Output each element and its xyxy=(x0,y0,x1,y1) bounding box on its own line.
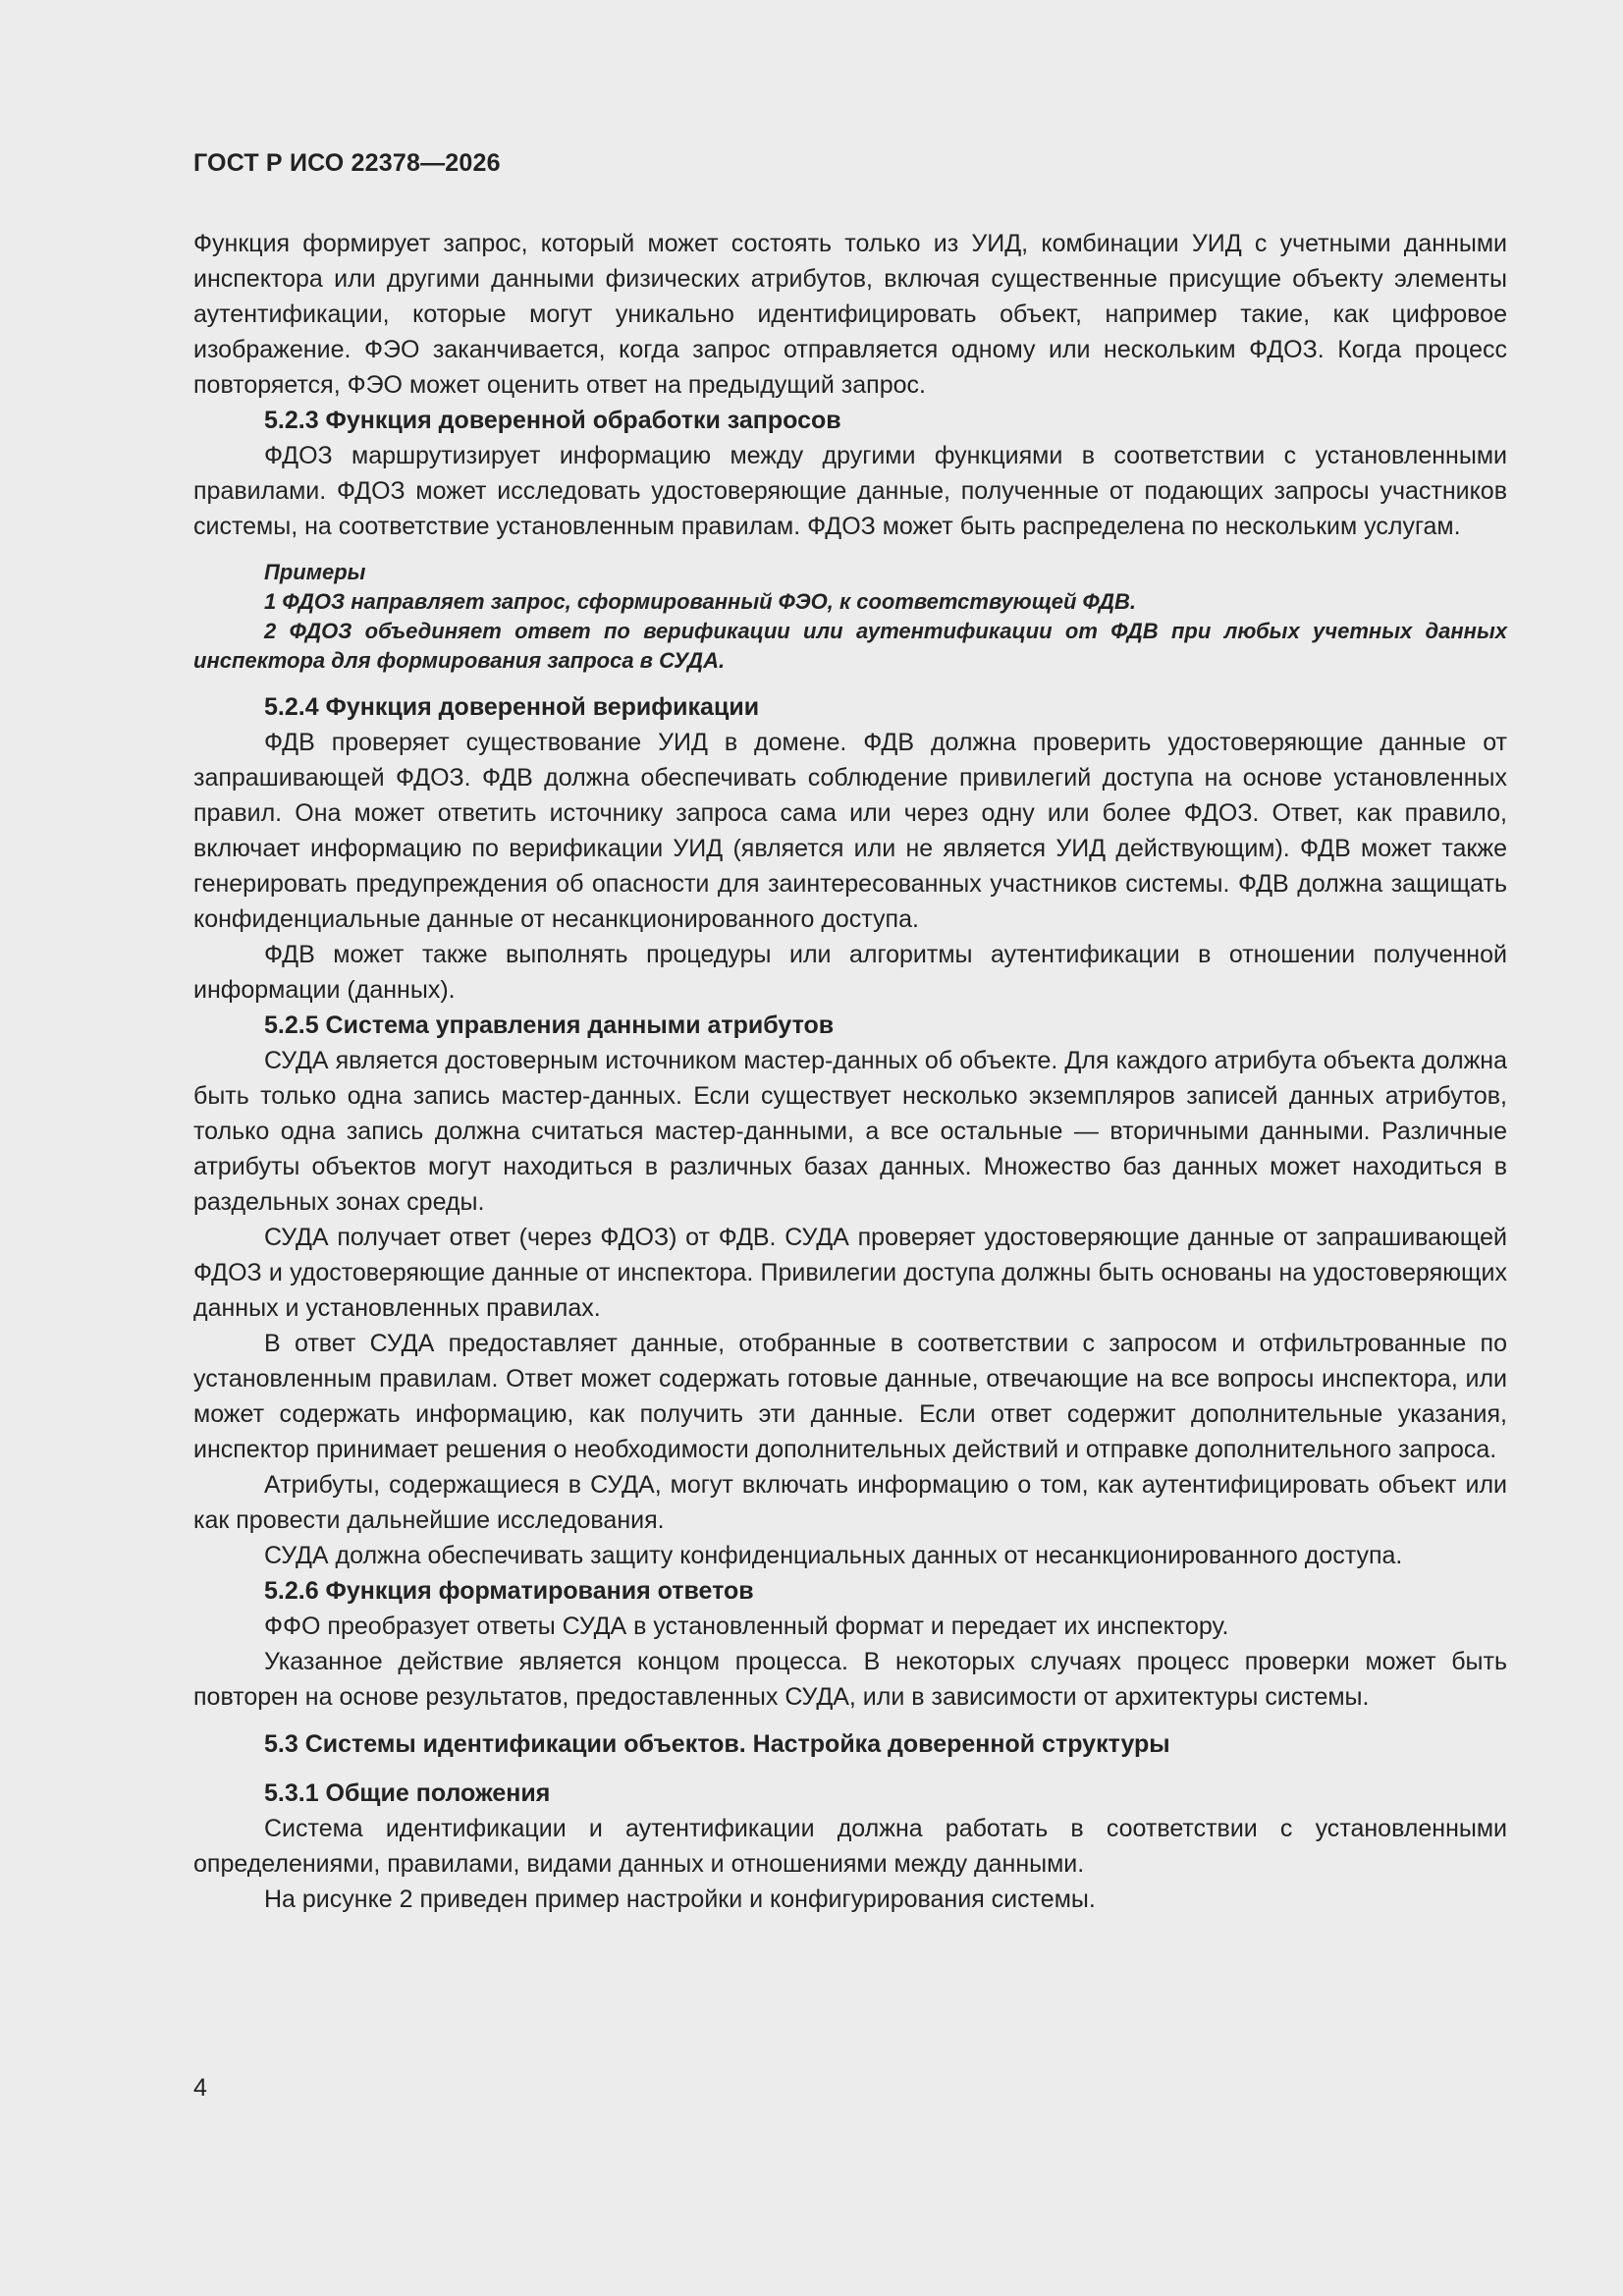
section-5-2-4-heading: 5.2.4 Функция доверенной верификации xyxy=(264,693,760,721)
section-5-2-5-paragraph-4: Атрибуты, содержащиеся в СУДА, могут включать информацию о том, как аутентифицировать объект или как провести дальнейшие исследования. xyxy=(193,1471,1507,1534)
section-5-3-1-paragraph-1: Система идентификации и аутентификации должна работать в соответствии с установленными определениями, правилами, видами данных и отношениями между данными. xyxy=(193,1815,1507,1878)
intro-paragraph: Функция формирует запрос, который может состоять только из УИД, комбинации УИД с учетными данными инспектора или другими данными физических атрибутов, включая существенные присущие объекту элементы аутентификации, которые могут уникально идентифицировать объект, например такие, как цифровое изображение. ФЭО заканчивается, когда запрос отправляется одному или нескольким ФДОЗ. Когда процесс повторяется, ФЭО может оценить ответ на предыдущий запрос. xyxy=(193,230,1507,399)
section-5-2-4-paragraph-2: ФДВ может также выполнять процедуры или алгоритмы аутентификации в отношении полученной информации (данных). xyxy=(193,941,1507,1004)
section-5-3-1-paragraph-2: На рисунке 2 приведен пример настройки и конфигурирования системы. xyxy=(264,1886,1096,1913)
example-2: 2 ФДОЗ объединяет ответ по верификации или аутентификации от ФДВ при любых учетных данных инспектора для формирования запроса в СУДА. xyxy=(193,619,1507,673)
section-5-2-3-paragraph: ФДОЗ маршрутизирует информацию между другими функциями в соответствии с установленными правилами. ФДОЗ может исследовать удостоверяющие данные, полученные от подающих запросы участников системы, на соответствие установленным правилам. ФДОЗ может быть распределена по нескольким услугам. xyxy=(193,442,1507,540)
examples-block xyxy=(193,558,1507,676)
section-5-2-5-paragraph-3: В ответ СУДА предоставляет данные, отобранные в соответствии с запросом и отфильтрованные по установленным правилам. Ответ может содержать готовые данные, отвечающие на все вопросы инспектора, или может содержать информацию, как получить эти данные. Если ответ содержит дополнительные указания, инспектор принимает решения о необходимости дополнительных действий и отправке дополнительного запроса. xyxy=(193,1330,1507,1463)
section-5-2-5-paragraph-2: СУДА получает ответ (через ФДОЗ) от ФДВ. СУДА проверяет удостоверяющие данные от запрашивающей ФДОЗ и удостоверяющие данные от инспектора. Привилегии доступа должны быть основаны на удостоверяющих данных и установленных правилах. xyxy=(193,1224,1507,1322)
section-5-2-5-paragraph-1: СУДА является достоверным источником мастер-данных об объекте. Для каждого атрибута объекта должна быть только одна запись мастер-данных. Если существует несколько экземпляров записей данных атрибутов, только одна запись должна считаться мастер-данными, а все остальные — вторичными данными. Различные атрибуты объектов могут находиться в различных базах данных. Множество баз данных может находиться в раздельных зонах среды. xyxy=(193,1047,1507,1216)
document-body xyxy=(193,226,1507,1917)
examples-title: Примеры xyxy=(264,560,366,584)
section-5-2-5-heading: 5.2.5 Система управления данными атрибутов xyxy=(264,1011,835,1039)
section-5-2-3-heading: 5.2.3 Функция доверенной обработки запросов xyxy=(264,407,841,434)
section-5-2-6-heading: 5.2.6 Функция форматирования ответов xyxy=(264,1577,754,1605)
section-5-3-1-heading: 5.3.1 Общие положения xyxy=(264,1779,551,1807)
section-5-3-heading: 5.3 Системы идентификации объектов. Настройка доверенной структуры xyxy=(264,1730,1170,1758)
document-header: ГОСТ Р ИСО 22378—2026 xyxy=(193,149,501,177)
section-5-2-6-paragraph-2: Указанное действие является концом процесса. В некоторых случаях процесс проверки может быть повторен на основе результатов, предоставленных СУДА, или в зависимости от архитектуры системы. xyxy=(193,1648,1507,1711)
page-number: 4 xyxy=(193,2074,207,2102)
example-1: 1 ФДОЗ направляет запрос, сформированный ФЭО, к соответствующей ФДВ. xyxy=(264,589,1137,614)
section-5-2-6-paragraph-1: ФФО преобразует ответы СУДА в установленный формат и передает их инспектору. xyxy=(264,1613,1229,1640)
section-5-2-4-paragraph-1: ФДВ проверяет существование УИД в домене. ФДВ должна проверить удостоверяющие данные от запрашивающей ФДОЗ. ФДВ должна обеспечивать соблюдение привилегий доступа на основе установленных правил. Она может ответить источнику запроса сама или через одну или более ФДОЗ. Ответ, как правило, включает информацию по верификации УИД (является или не является УИД действующим). ФДВ может также генерировать предупреждения об опасности для заинтересованных участников системы. ФДВ должна защищать конфиденциальные данные от несанкционированного доступа. xyxy=(193,729,1507,933)
section-5-2-5-paragraph-5: СУДА должна обеспечивать защиту конфиденциальных данных от несанкционированного доступа. xyxy=(264,1542,1403,1569)
